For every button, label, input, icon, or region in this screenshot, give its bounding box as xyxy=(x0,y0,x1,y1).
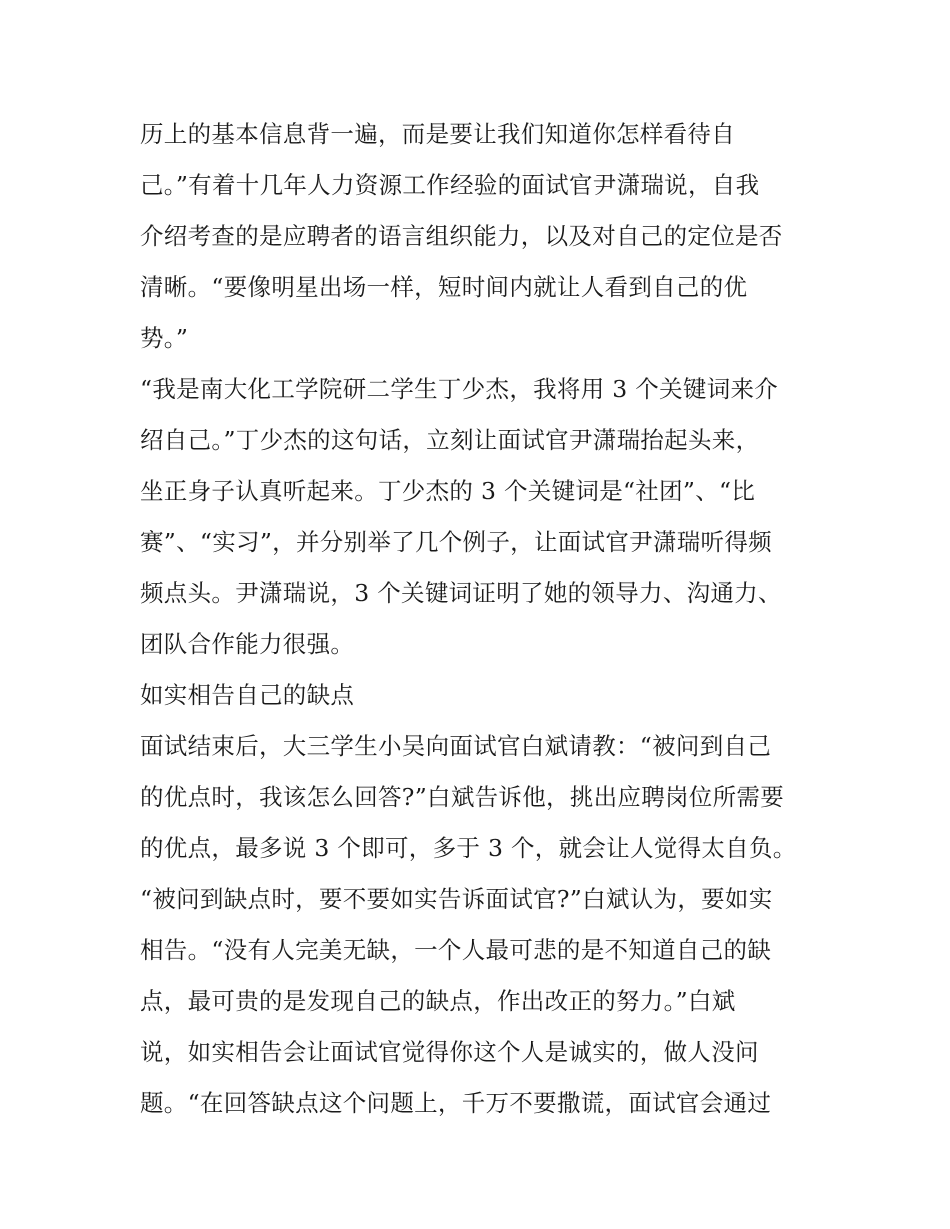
article-body xyxy=(140,109,820,1129)
text-line-15: 的优点，最多说 3 个即可，多于 3 个，就会让人觉得太自负。 xyxy=(140,834,797,862)
text-line-6: “我是南大化工学院研二学生丁少杰，我将用 3 个关键词来介 xyxy=(140,375,779,403)
text-line-13: 面试结束后，大三学生小吴向面试官白斌请教：“被问到自己 xyxy=(140,732,772,760)
text-line-10: 频点头。尹潇瑞说，3 个关键词证明了她的领导力、沟通力、 xyxy=(140,579,782,607)
text-line-20: 题。“在回答缺点这个问题上，千万不要撒谎，面试官会通过 xyxy=(140,1089,772,1117)
text-line-16: “被问到缺点时，要不要如实告诉面试官?”白斌认为，要如实 xyxy=(140,885,773,913)
text-line-14: 的优点时，我该怎么回答?”白斌告诉他，挑出应聘岗位所需要 xyxy=(140,783,785,811)
text-line-2: 己。”有着十几年人力资源工作经验的面试官尹潇瑞说，自我 xyxy=(140,171,760,199)
text-line-5: 势。” xyxy=(140,324,189,352)
text-line-3: 介绍考查的是应聘者的语言组织能力，以及对自己的定位是否 xyxy=(140,222,783,250)
text-line-7: 绍自己。”丁少杰的这句话，立刻让面试官尹潇瑞抬起头来， xyxy=(140,426,760,454)
text-line-19: 说，如实相告会让面试官觉得你这个人是诚实的，做人没问 xyxy=(140,1038,759,1066)
text-line-17: 相告。“没有人完美无缺，一个人最可悲的是不知道自己的缺 xyxy=(140,936,772,964)
text-line-18: 点，最可贵的是发现自己的缺点，作出改正的努力。”白斌 xyxy=(140,987,736,1015)
text-line-11: 团队合作能力很强。 xyxy=(140,630,355,658)
text-line-1: 历上的基本信息背一遍，而是要让我们知道你怎样看待自 xyxy=(140,120,735,148)
section-heading: 如实相告自己的缺点 xyxy=(140,681,355,709)
text-line-9: 赛”、“实习”，并分别举了几个例子，让面试官尹潇瑞听得频 xyxy=(140,528,772,556)
text-line-8: 坐正身子认真听起来。丁少杰的 3 个关键词是“社团”、“比 xyxy=(140,477,756,505)
text-line-4: 清晰。“要像明星出场一样，短时间内就让人看到自己的优 xyxy=(140,273,748,301)
